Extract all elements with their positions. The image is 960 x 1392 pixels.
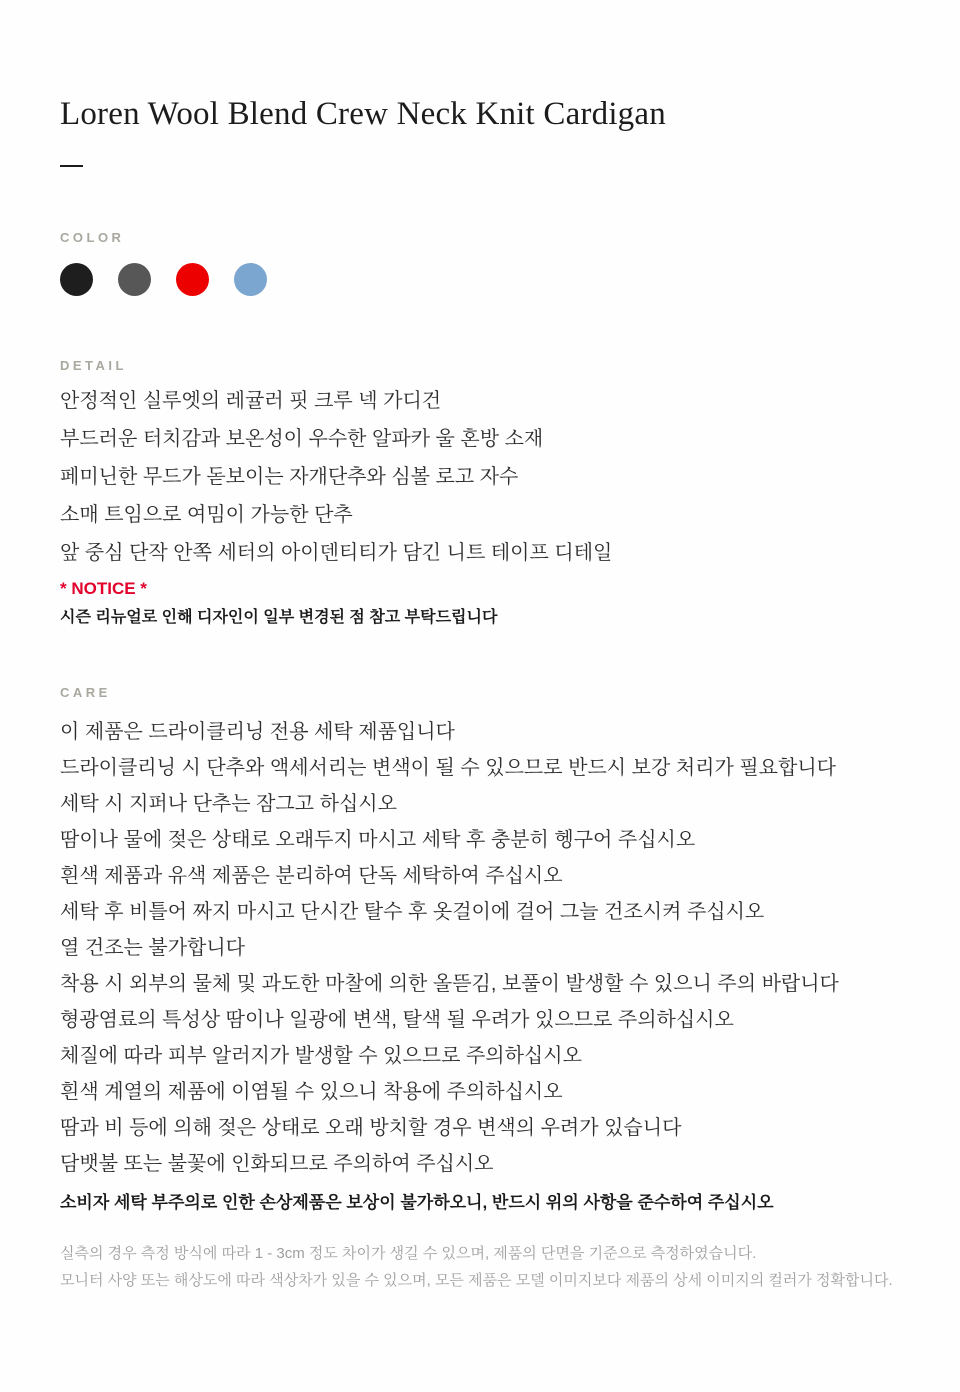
color-swatch-black	[60, 263, 93, 296]
care-lines	[60, 714, 900, 1182]
footnote-measurement: 실측의 경우 측정 방식에 따라 1 - 3cm 정도 차이가 생길 수 있으며, 제품의 단면을 기준으로 측정하였습니다.	[60, 1245, 757, 1262]
footnote-monitor-color: 모니터 사양 또는 해상도에 따라 색상차가 있을 수 있으며, 모든 제품은 모델 이미지보다 제품의 상세 이미지의 컬러가 정확합니다.	[60, 1272, 893, 1289]
detail-lines	[60, 382, 900, 572]
notice-title: * NOTICE *	[60, 579, 147, 598]
footnotes	[60, 1240, 900, 1294]
notice-description: 시즌 리뉴얼로 인해 디자인이 일부 변경된 점 참고 부탁드립니다	[60, 609, 498, 626]
detail-section-label: DETAIL	[60, 358, 127, 373]
care-line: 착용 시 외부의 물체 및 과도한 마찰에 의한 올뜯김, 보풀이 발생할 수 있으니 주의 바랍니다	[60, 973, 839, 995]
color-section-label: COLOR	[60, 230, 125, 245]
detail-section	[60, 359, 900, 630]
care-line: 흰색 계열의 제품에 이염될 수 있으니 착용에 주의하십시오	[60, 1081, 563, 1103]
care-line: 세탁 후 비틀어 짜지 마시고 단시간 탈수 후 옷걸이에 걸어 그늘 건조시켜 주십시오	[60, 901, 765, 923]
care-warning: 소비자 세탁 부주의로 인한 손상제품은 보상이 불가하오니, 반드시 위의 사항을 준수하여 주십시오	[60, 1193, 774, 1212]
care-section	[60, 686, 900, 1216]
color-swatch-charcoal-gray	[118, 263, 151, 296]
care-line: 드라이클리닝 시 단추와 액세서리는 변색이 될 수 있으므로 반드시 보강 처리가 필요합니다	[60, 757, 836, 779]
care-section-label: CARE	[60, 685, 111, 700]
detail-line: 소매 트임으로 여밈이 가능한 단추	[60, 504, 353, 526]
care-line: 땀과 비 등에 의해 젖은 상태로 오래 방치할 경우 변색의 우려가 있습니다	[60, 1117, 682, 1139]
detail-line: 부드러운 터치감과 보온성이 우수한 알파카 울 혼방 소재	[60, 428, 544, 450]
care-line: 흰색 제품과 유색 제품은 분리하여 단독 세탁하여 주십시오	[60, 865, 563, 887]
care-line: 담뱃불 또는 불꽃에 인화되므로 주의하여 주십시오	[60, 1153, 494, 1175]
care-line: 형광염료의 특성상 땀이나 일광에 변색, 탈색 될 우려가 있으므로 주의하십시오	[60, 1009, 734, 1031]
care-line: 체질에 따라 피부 알러지가 발생할 수 있으므로 주의하십시오	[60, 1045, 582, 1067]
care-line: 땀이나 물에 젖은 상태로 오래두지 마시고 세탁 후 충분히 헹구어 주십시오	[60, 829, 696, 851]
color-section	[60, 231, 900, 296]
care-line: 이 제품은 드라이클리닝 전용 세탁 제품입니다	[60, 721, 455, 743]
detail-line: 페미닌한 무드가 돋보이는 자개단추와 심볼 로고 자수	[60, 466, 519, 488]
color-swatch-light-blue	[234, 263, 267, 296]
title-dash	[60, 165, 83, 167]
color-swatch-red	[176, 263, 209, 296]
care-line: 세탁 시 지퍼나 단추는 잠그고 하십시오	[60, 793, 397, 815]
product-title: Loren Wool Blend Crew Neck Knit Cardigan	[60, 96, 666, 132]
detail-line: 앞 중심 단작 안쪽 세터의 아이덴티티가 담긴 니트 테이프 디테일	[60, 542, 613, 564]
color-swatch-row	[60, 263, 900, 296]
care-line: 열 건조는 불가합니다	[60, 937, 245, 959]
detail-line: 안정적인 실루엣의 레귤러 핏 크루 넥 가디건	[60, 390, 442, 412]
